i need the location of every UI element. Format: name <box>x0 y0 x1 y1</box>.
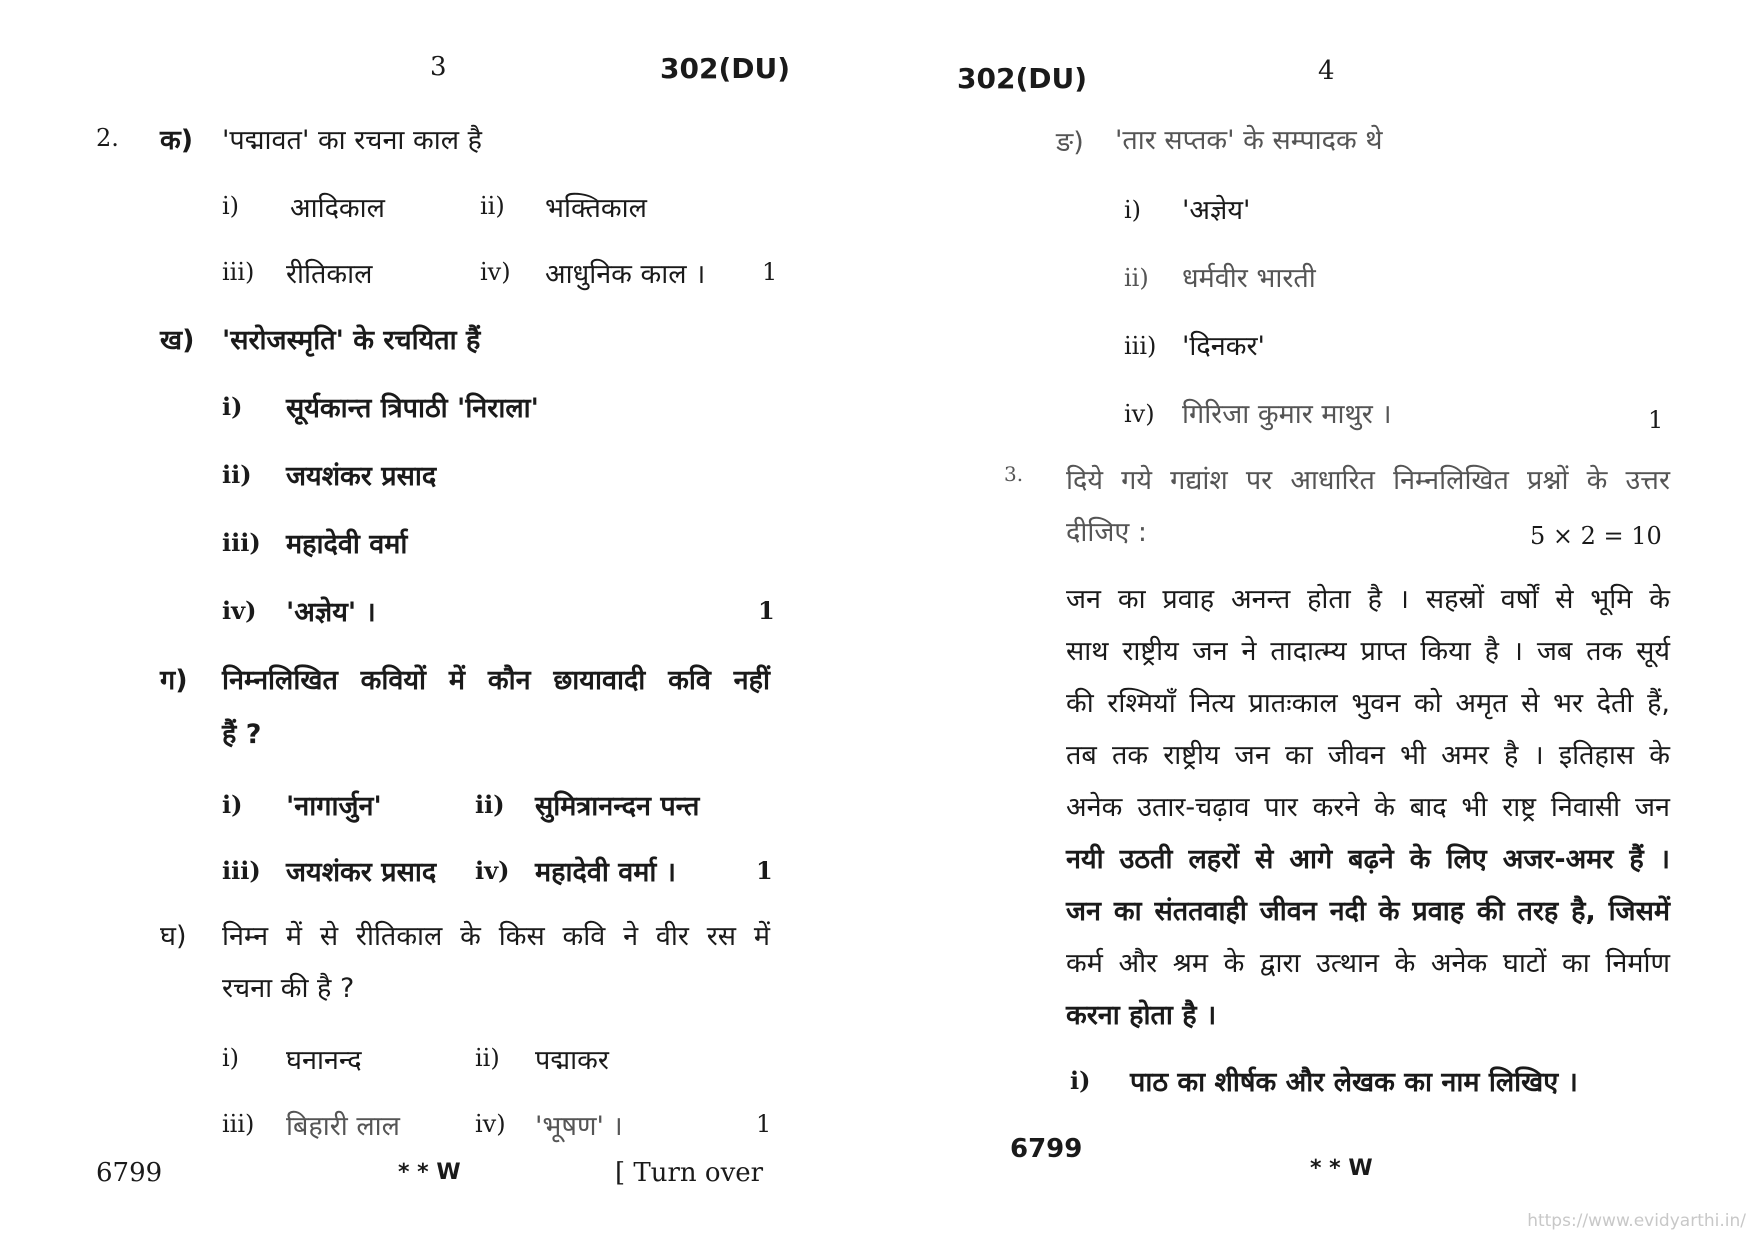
sub-question-number: i) <box>1070 1066 1091 1095</box>
option-number: i) <box>222 192 240 220</box>
option-number: iii) <box>222 258 255 286</box>
footer-mark: * * W <box>1310 1156 1373 1181</box>
question-text: 'पद्मावत' का रचना काल है <box>222 125 482 156</box>
option-text: 'अज्ञेय' <box>1182 195 1251 226</box>
subquestion-label: घ) <box>160 921 187 952</box>
passage-line: की रश्मियाँ नित्य प्रातःकाल भुवन को अमृत से भर देती हैं, <box>1066 688 1670 719</box>
passage-line: साथ राष्ट्रीय जन ने तादात्म्य प्राप्त किया है । जब तक सूर्य <box>1066 636 1670 667</box>
option-text: जयशंकर प्रसाद <box>286 461 437 492</box>
watermark: https://www.evidyarthi.in/ <box>1527 1211 1746 1231</box>
passage-line: करना होता है । <box>1066 1000 1217 1031</box>
page-number: 3 <box>430 52 447 82</box>
question-text: 'तार सप्तक' के सम्पादक थे <box>1115 125 1383 156</box>
sub-question-text: पाठ का शीर्षक और लेखक का नाम लिखिए । <box>1130 1067 1578 1098</box>
question-text-line1: निम्न में से रीतिकाल के किस कवि ने वीर रस में <box>222 921 770 952</box>
footer-code: 6799 <box>1010 1134 1083 1164</box>
option-text: बिहारी लाल <box>286 1111 400 1142</box>
passage-line: अनेक उतार-चढ़ाव पार करने के बाद भी राष्ट्र निवासी जन <box>1066 792 1670 823</box>
option-number: iii) <box>222 528 261 557</box>
subquestion-label: ग) <box>160 665 188 696</box>
subquestion-label: क) <box>160 125 194 156</box>
passage-line: जन का प्रवाह अनन्त होता है । सहस्रों वर्षों से भूमि के <box>1066 584 1670 615</box>
subquestion-label: ख) <box>160 325 195 356</box>
option-number: iv) <box>1124 400 1155 428</box>
option-number: iii) <box>222 1110 255 1138</box>
question-text-line2: हैं ? <box>222 719 262 750</box>
paper-code: 302(DU) <box>957 62 1088 95</box>
option-number: iv) <box>475 1110 506 1138</box>
passage-line: तब तक राष्ट्रीय जन का जीवन भी अमर है । इतिहास के <box>1066 740 1670 771</box>
marks: 1 <box>762 258 778 286</box>
option-text: रीतिकाल <box>286 259 373 290</box>
option-text: आधुनिक काल । <box>545 259 706 290</box>
passage <box>1066 574 1670 1042</box>
paper-code: 302(DU) <box>660 52 791 85</box>
option-text: 'नागार्जुन' <box>286 791 382 822</box>
turn-over: [ Turn over <box>615 1158 764 1188</box>
marks: 1 <box>1648 406 1664 434</box>
footer-code: 6799 <box>96 1158 163 1188</box>
marks: 1 <box>756 856 773 885</box>
subquestion-label: ङ) <box>1056 127 1084 158</box>
option-number: ii) <box>480 192 505 220</box>
option-text: 'भूषण' । <box>535 1111 623 1142</box>
option-number: ii) <box>475 790 505 819</box>
option-number: ii) <box>222 460 252 489</box>
passage-line: जन का संततवाही जीवन नदी के प्रवाह की तरह है, जिसमें <box>1066 896 1670 927</box>
instruction-line2: दीजिए : <box>1066 517 1147 548</box>
option-text: गिरिजा कुमार माथुर । <box>1182 399 1392 430</box>
option-text: महादेवी वर्मा <box>286 529 408 560</box>
marks: 5 × 2 = 10 <box>1530 522 1662 550</box>
passage-line: कर्म और श्रम के द्वारा उत्थान के अनेक घाटों का निर्माण <box>1066 948 1670 979</box>
option-number: ii) <box>1124 264 1149 292</box>
instruction-line1: दिये गये गद्यांश पर आधारित निम्नलिखित प्रश्नों के उत्तर <box>1066 465 1670 496</box>
option-number: iv) <box>475 856 510 885</box>
option-text: घनानन्द <box>286 1045 362 1076</box>
option-number: i) <box>222 392 243 421</box>
option-number: iii) <box>222 856 261 885</box>
option-text: सूर्यकान्त त्रिपाठी 'निराला' <box>286 393 539 424</box>
option-text: 'दिनकर' <box>1182 331 1265 362</box>
question-text-line2: रचना की है ? <box>222 973 355 1004</box>
option-text: सुमित्रानन्दन पन्त <box>535 791 700 822</box>
question-text-line1: निम्नलिखित कवियों में कौन छायावादी कवि नहीं <box>222 665 770 696</box>
option-text: 'अज्ञेय' । <box>286 597 376 628</box>
option-number: iii) <box>1124 332 1157 360</box>
marks: 1 <box>756 1110 772 1138</box>
question-number: 2. <box>96 124 119 152</box>
footer-mark: * * W <box>398 1160 461 1185</box>
option-text: पद्माकर <box>535 1045 609 1076</box>
question-number: 3. <box>1004 462 1024 486</box>
option-text: आदिकाल <box>290 193 385 224</box>
option-number: iv) <box>480 258 511 286</box>
option-number: ii) <box>475 1044 500 1072</box>
option-number: i) <box>222 790 243 819</box>
option-text: भक्तिकाल <box>545 193 647 224</box>
option-number: iv) <box>222 596 257 625</box>
page-number: 4 <box>1318 56 1335 86</box>
option-number: i) <box>222 1044 240 1072</box>
passage-line: नयी उठती लहरों से आगे बढ़ने के लिए अजर-अमर हैं । <box>1066 844 1670 875</box>
question-text: 'सरोजस्मृति' के रचयिता हैं <box>222 325 481 356</box>
option-number: i) <box>1124 196 1142 224</box>
option-text: धर्मवीर भारती <box>1182 263 1316 294</box>
option-text: जयशंकर प्रसाद <box>286 857 437 888</box>
option-text: महादेवी वर्मा । <box>535 857 677 888</box>
marks: 1 <box>758 596 775 625</box>
